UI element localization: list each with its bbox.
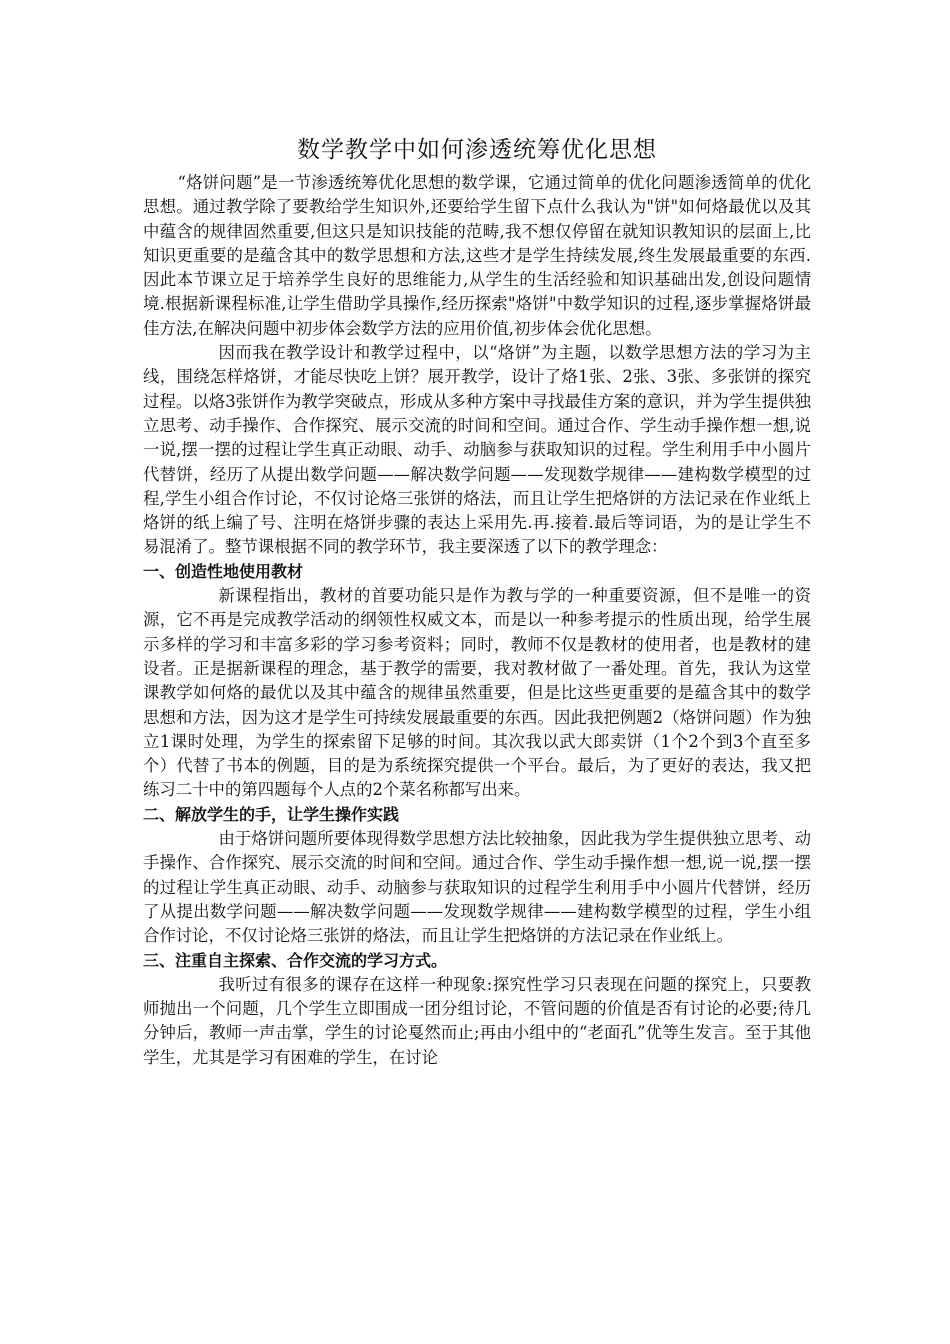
- intro-paragraph: “烙饼问题”是一节渗透统筹优化思想的数学课，它通过简单的优化问题渗透简单的优化思想。通过教学除了要教给学生知识外,还要给学生留下点什么我认为"饼"如何烙最优以及其中蕴含的规律固然重要,但这只是知识技能的范畴,我不想仅停留在就知识教知识的层面上,比知识更重要的是蕴含其中的数学思想和方法,这些才是学生持续发展,终生发展最重要的东西.因此本节课立足于培养学生良好的思维能力,从学生的生活经验和知识基础出发,创设问题情境.根据新课程标准,让学生借助学具操作,经历探索"烙饼"中数学知识的过程,逐步掌握烙饼最佳方法,在解决问题中初步体会数学方法的应用价值,初步体会优化思想。: [143, 173, 811, 338]
- section-body-3: 我听过有很多的课存在这样一种现象:探究性学习只表现在问题的探究上，只要教师抛出一个问题，几个学生立即围成一团分组讨论，不管问题的价值是否有讨论的必要;待几分钟后，教师一声击掌，学生的讨论戛然而止;再由小组中的“老面孔”优等生发言。至于其他学生，尤其是学习有困难的学生，在讨论: [143, 974, 811, 1067]
- section-heading-1: 一、创造性地使用教材: [143, 561, 304, 581]
- section-body-2: 由于烙饼问题所要体现得数学思想方法比较抽象，因此我为学生提供独立思考、动手操作、合作探究、展示交流的时间和空间。通过合作、学生动手操作想一想,说一说,摆一摆的过程让学生真正动眼、动手、动脑参与获取知识的过程学生利用手中小圆片代替饼，经历了从提出数学问题——解决数学问题——发现数学规律——建构数学模型的过程，学生小组合作讨论，不仅讨论烙三张饼的烙法，而且让学生把烙饼的方法记录在作业纸上。: [143, 829, 811, 946]
- design-paragraph: 因而我在教学设计和教学过程中，以“烙饼”为主题，以数学思想方法的学习为主线，围绕怎样烙饼，才能尽快吃上饼？展开教学，设计了烙1张、2张、3张、多张饼的探究过程。以烙3张饼作为教学突破点，形成从多种方案中寻找最佳方案的意识，并为学生提供独立思考、动手操作、合作探究、展示交流的时间和空间。通过合作、学生动手操作想一想,说一说,摆一摆的过程让学生真正动眼、动手、动脑参与获取知识的过程。学生利用手中小圆片代替饼，经历了从提出数学问题——解决数学问题——发现数学规律——建构数学模型的过程,学生小组合作讨论，不仅讨论烙三张饼的烙法，而且让学生把烙饼的方法记录在作业纸上烙饼的纸上编了号、注明在烙饼步骤的表达上采用先.再.接着.最后等词语，为的是让学生不易混淆了。整节课根据不同的教学环节，我主要深透了以下的教学理念：: [143, 343, 811, 557]
- section-body-1: 新课程指出，教材的首要功能只是作为教与学的一种重要资源，但不是唯一的资源，它不再是完成教学活动的纲领性权威文本，而是以一种参考提示的性质出现，给学生展示多样的学习和丰富多彩的学习参考资料；同时，教师不仅是教材的使用者，也是教材的建设者。正是据新课程的理念，基于教学的需要，我对教材做了一番处理。首先，我认为这堂课教学如何烙的最优以及其中蕴含的规律虽然重要，但是比这些更重要的是蕴含其中的数学思想和方法，因为这才是学生可持续发展最重要的东西。因此我把例题2（烙饼问题）作为独立1课时处理，为学生的探索留下足够的时间。其次我以武大郎卖饼（1个2个到3个直至多个）代替了书本的例题，目的是为系统探究提供一个平台。最后，为了更好的表达，我又把练习二十中的第四题每个人点的2个菜名称都写出来。: [143, 586, 811, 800]
- section-heading-3: 三、注重自主探索、合作交流的学习方式。: [143, 950, 448, 970]
- section-heading-2: 二、解放学生的手，让学生操作实践: [143, 804, 400, 824]
- document-page: [143, 135, 811, 1070]
- document-title: 数学教学中如何渗透统筹优化思想: [297, 137, 657, 163]
